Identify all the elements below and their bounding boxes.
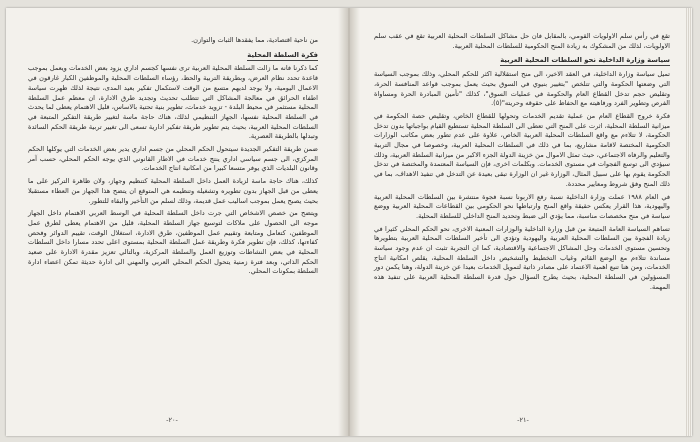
- right-paragraph: تساهم السياسة العامة المتبعة من قبل وزارة الداخلية والوزارات المعنية الاخرى، نحو الحكم المحلي كثيرا في زيادة الفجوة بين السلطات المحلية العربية واليهودية وتؤدي الى تأخير السلطات المحلية العربية بتطويرها وتحسين مستوى الخدمات وحل المشاكل الاجتماعية والاقتصادية، كما ان التجربة تثبت ان عدم وجود سياسة مساندة تتلاءم مع الوضع القائم وغياب التخطيط والتشخيص داخل السلطة المحلية، يقلص امكانية انتاج الخدمات، ومن هنا تنبع اهمية الاعتماد على مصادر ذاتية لتمويل الخدمات بعيدا عن خزينة الدولة، وهنا يكمن دور المسؤولين في السلطة المحلية، بحيث يطرح السؤال حول قدرة السلطة المحلية العربية على تنفيذ هذه المهمة.: [374, 224, 670, 291]
- left-page-number: -٢٠-: [166, 416, 178, 424]
- page-edges: [686, 8, 692, 436]
- right-page-number: -٢١-: [517, 416, 529, 424]
- book-gutter: [338, 8, 360, 436]
- left-paragraph: ويتضح من خصص الاشخاص التي جرت داخل السلطة المحلية في الوسط العربي الاهتمام داخل الجهاز موجه الى الحصول على ملاكات لتوسيع جهاز السلطة المحلية، قليل من الاهتمام يعطى لطرق عمل الموظفين، كتعامل ومتابعة وتقييم عمل الموظفين، طرق الادارة، استغلال الوقت، تقييم الدوائر وفحص كفاءتها، كذلك، فإن تطوير فكرة وطريقة عمل السلطة المحلية بمستوى اعلى تحدد مسارا داخل السلطات المحلية في بعض النشاطات وتوزيع العمل والسلطة المركزية، وبالتالي تعزيز مقدرة الادارة على صعيد الحكم الذاتي، وبعد فترة زمنية يتحول الحكم المحلي العربي والمهني الى ادارة حديثة تمكن اعضاء ادارة السلطة بمكونات المحلي.: [28, 209, 318, 276]
- left-paragraph: كذلك، هناك حاجة ماسة لزيادة العمل داخل السلطة المحلية كتنظيم وجهاز، ولان ظاهرة التركيز على ما يعطى من قبل الجهاز بدون تطويره وتشغيله وتنظيمه هي المتوقع ان يتضح هذا الجهاز من العطاء مستقبلا بحيث يصبح يعمل بموجب اساليب عمل قديمة، وذلك لسلم من التأخير والبقاء للتطور.: [28, 177, 318, 205]
- book-spread: [6, 8, 692, 436]
- right-section-heading: [374, 56, 670, 66]
- right-paragraph: فكرة خروج القطاع العام من عملية تقديم الخدمات وتحولها للقطاع الخاص، وتقليص حصة الحكومة في ميزانية السلطة المحلية، اثرت على المنح التي تعطى الى السلطة المحلية تستطيع القيام بواجباتها بدون تدخل الحكومة، لا تتلاءم مع واقع السلطات المحلية العربية الخاص، علاوة على عدم تطور بعض مكاتب الوزارات الحكومية المختصة لاقامة مشاريع، بما في ذلك في السلطات المحلية العربية، وخصوصا في مجال التربية والتعليم والرفاه الاجتماعي، حيث تمثل الاموال من خزينة الدولة الجزء الاكبر من ميزانية السلطة العربية، وذلك سيؤدي الى توسع الفجوات في مستوى الخدمات. وبكلمات اخرى، فإن السياسة المعتمدة والمختصة في تدخل الحكومة يقوم بها على سبيل المثال، الوزارة غير ان الوزارة تبقى بعيدة عن التدخل في تنفيذ الاهداف، بما في ذلك المنح وفق شروط ومعايير محددة.: [374, 111, 670, 188]
- left-intro: من ناحية اقتصادية، مما يفقدها الثبات والتوازن.: [191, 36, 318, 44]
- right-page: [360, 8, 686, 436]
- right-intro: تقع في رأس سلم الاولويات القومي، بالمقابل فان حل مشاكل السلطات المحلية العربية تقع في عقب سلم الاولويات، لذلك من المشكوك به زيادة المنح الحكومية للسلطات المحلية العربية.: [374, 32, 670, 50]
- left-paragraph: كما ذكرنا فانه ما زالت السلطة المحلية العربية ترى نفسها كجسم اداري يزود بعض الخدمات ويعمل بموجب قاعدة تحدد نظام العرض، وبطريقة التربية والحظ، رؤساء السلطات المحلية والموظفين الكبار غارقون في الاعمال اليومية، ولا يوجد لديهم متسع من الوقت لاستكمال تفكير بعيد المدى، نتيجة لذلك ظهرت سياسة اطفاء الحرائق في معالجة المشاكل التي تتطلب تحديث وتجديد طرق الادارة، ان معظم عمل السلطة المحلية مستثمر في محيط البلدة - تزويد خدمات، تطوير بنية تحتية بالاساس، قليل الاهتمام يعطى لما يحدث في السلطة المحلية نفسها، الجهاز التنظيمي لذلك، هناك حاجة ماسة لتغيير طريقة التفكير المتبعة في السلطات المحلية العربية، بحيث يتم تطوير طريقة تفكير ادارية تسعى الى تغيير تربية طريقة الحكم السائدة وتبدلها بالطريقة العصرية.: [28, 64, 318, 141]
- left-page: [6, 8, 338, 436]
- left-paragraph: ضمن طريقة التفكير الجديدة سيتحول الحكم المحلي من جسم اداري يدير بعض الخدمات التي يوكلها الحكم المركزي، الى جسم سياسي اداري ينتج خدمات في الاطار القانوني الذي يوجه الحكم المحلي، حسب آمر وقانون البلديات الذي يوفر متسعا كبيرا من امكانية انتاج الخدمات.: [28, 145, 318, 173]
- right-paragraph: في العام ١٩٨٨ عملت وزارة الداخلية نسبة رفع الاربونا نسبة فجوة منتشرة بين السلطات المحلية العربية واليهودية، هذا القرار يعكس حقيقة واقع المنح وارتباطها نحو الحكومي بين القطاعات المحلية العربية ووضع سياسة في منح مخصصات مناسبة، مما يؤدي الى ضبط وتحديد المنح الداخلي للسلطة المحلية.: [374, 192, 670, 220]
- right-heading-text: سياسة وزارة الداخلية نحو السلطات المحلية العربية: [500, 56, 670, 65]
- right-paragraph: تميل سياسة وزارة الداخلية، في العقد الاخير، الى منح استقلالية اكثر للحكم المحلي، وذلك بموجب السياسة التي وضعتها الحكومة والتي تتلخص "بتغيير بنيوي في السوق بحيث يعمل بموجب قواعد المنافسة الحرة، وتقليص حجم تدخل القطاع العام والحكومة في عمليات السوق"، كذلك "تأمين المبادرة الحرة ومساواة الفرص وتطوير الفرد ورفاهيته مع الحفاظ على حقوقه وحريته"(٥).: [374, 70, 670, 108]
- left-page-text: [28, 36, 318, 280]
- right-page-text: [374, 32, 670, 296]
- left-section-heading: [28, 51, 318, 61]
- left-heading-text: فكرة السلطة المحلية: [247, 50, 318, 59]
